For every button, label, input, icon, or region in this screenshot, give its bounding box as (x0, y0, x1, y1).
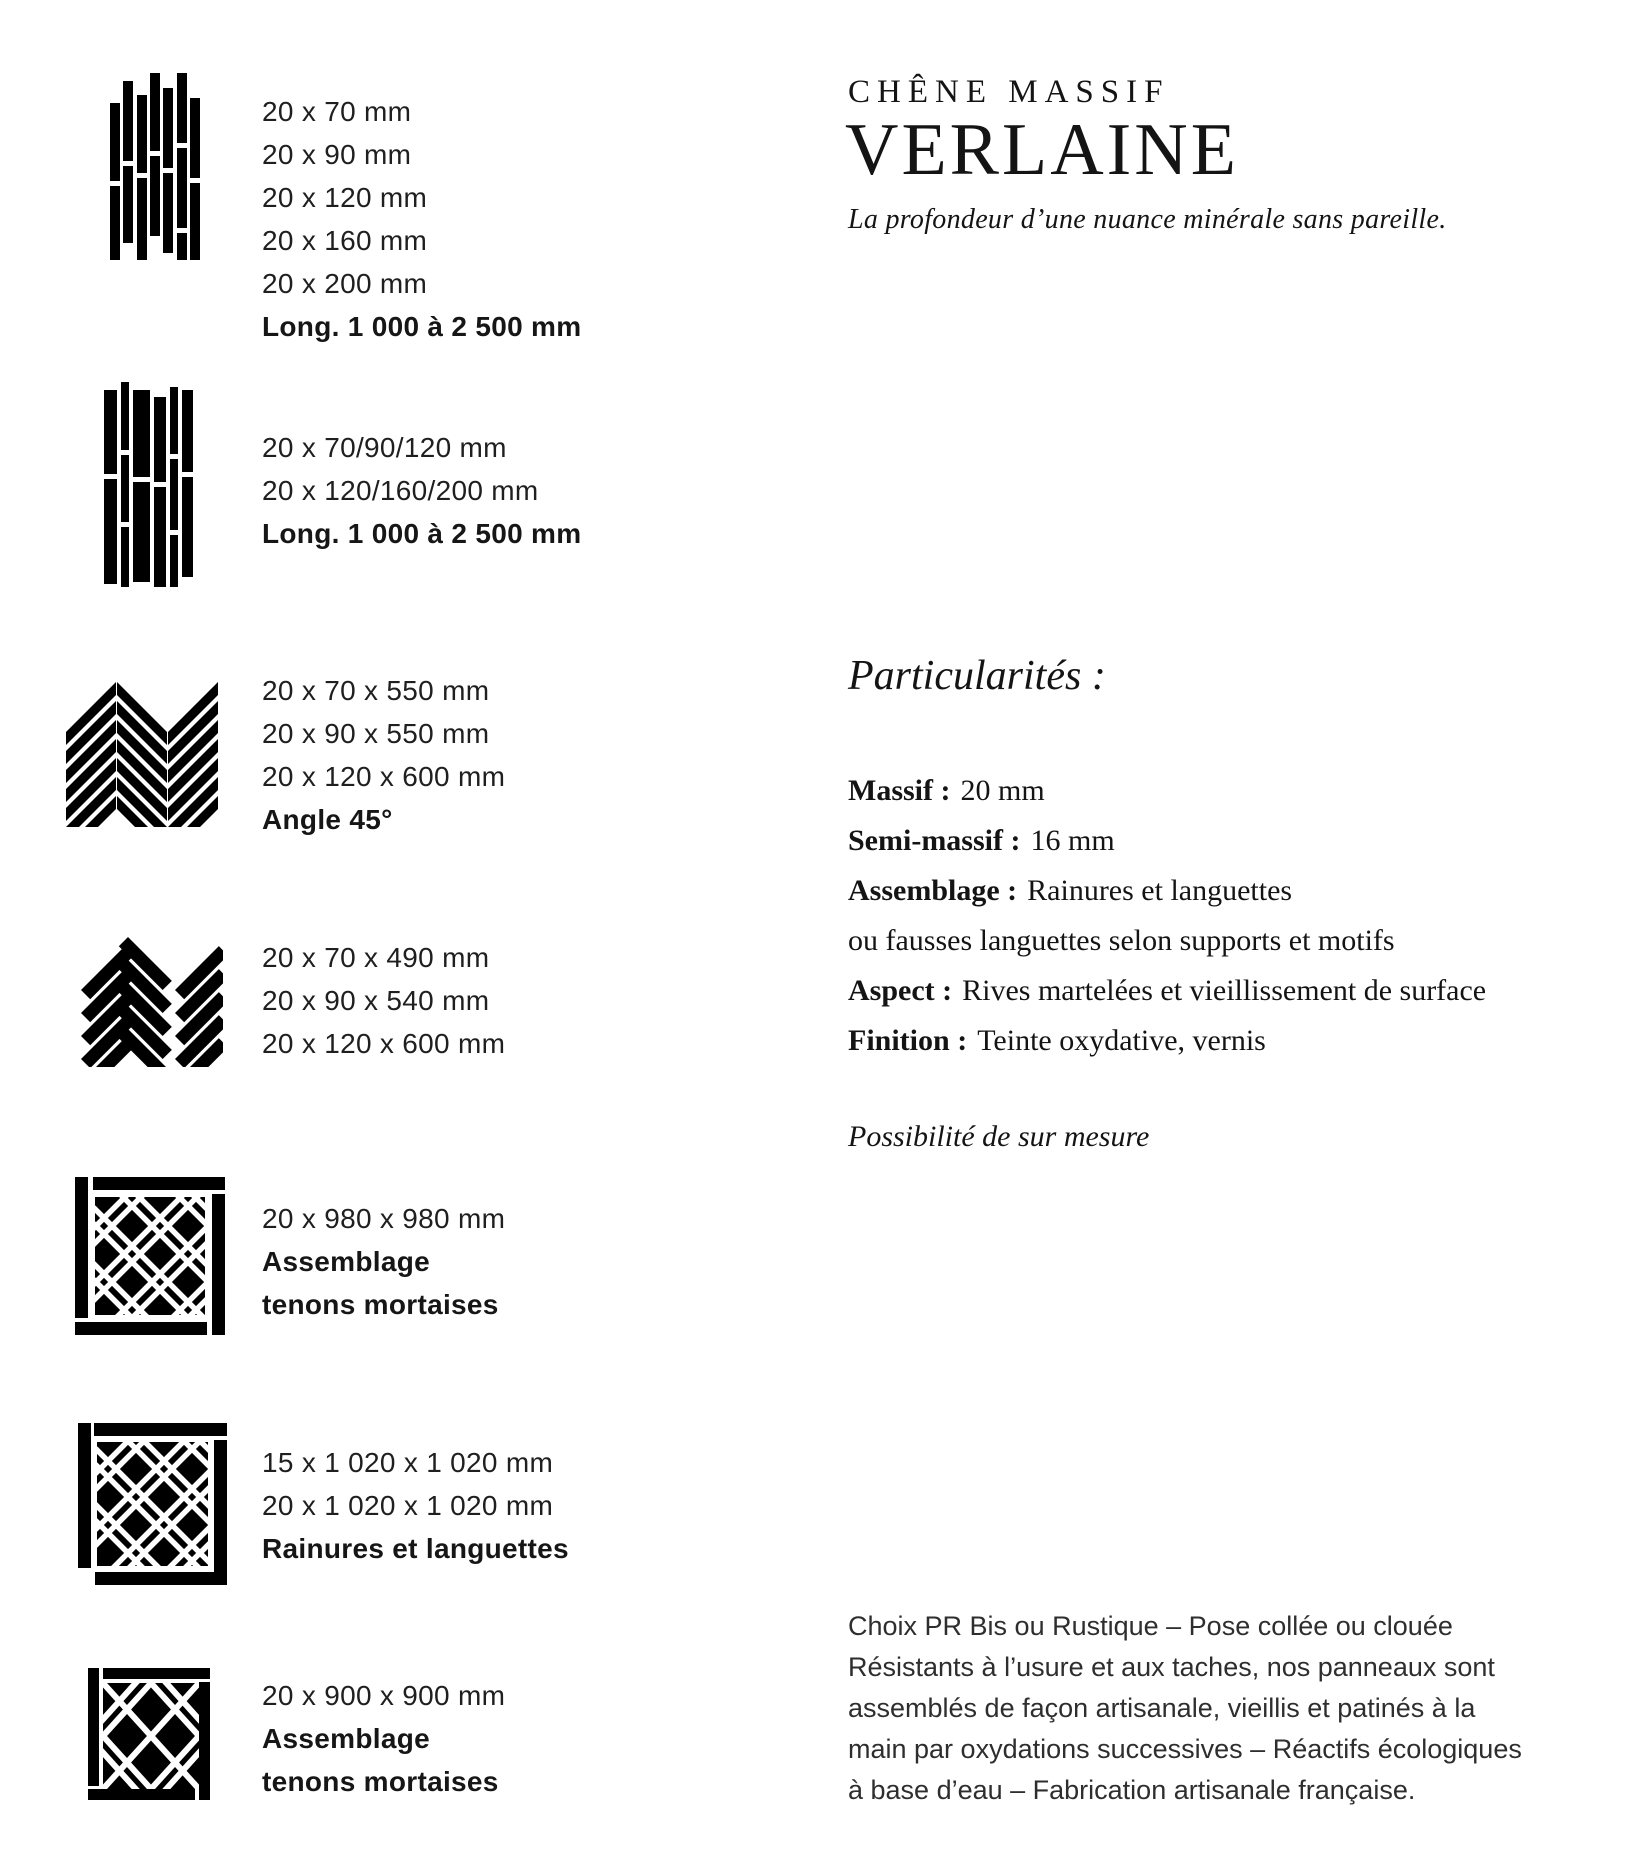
format-note: Long. 1 000 à 2 500 mm (262, 518, 582, 549)
format-specs (262, 1441, 569, 1570)
format-note: Rainures et languettes (262, 1533, 569, 1564)
detail-label: Assemblage : (848, 874, 1018, 907)
detail-line (848, 1016, 1638, 1066)
detail-line (848, 866, 1638, 916)
herringbone-parquet-icon (80, 932, 223, 1067)
detail-label: Aspect : (848, 974, 953, 1007)
basketweave-panel-icon (75, 1177, 225, 1335)
dimension-line: 20 x 90 x 550 mm (262, 718, 490, 749)
dimension-line: 20 x 120 x 600 mm (262, 761, 506, 792)
detail-value: 20 mm (960, 774, 1045, 807)
particularites-list (848, 766, 1638, 1066)
dimension-line: 20 x 1 020 x 1 020 mm (262, 1490, 554, 1521)
diamond-panel-icon (88, 1668, 210, 1800)
dimension-line: 20 x 200 mm (262, 268, 428, 299)
dimension-line: 15 x 1 020 x 1 020 mm (262, 1447, 554, 1478)
dimension-line: 20 x 120 mm (262, 182, 428, 213)
format-specs (262, 669, 505, 841)
description-line: main par oxydations successives – Réactifs écologiques (848, 1734, 1522, 1764)
detail-line (848, 816, 1638, 866)
particularites-heading: Particularités : (848, 653, 1106, 699)
detail-value: 16 mm (1030, 824, 1115, 857)
chevron-parquet-icon (66, 682, 218, 827)
dimension-line: 20 x 70/90/120 mm (262, 432, 507, 463)
mixed-width-planks-icon (104, 382, 193, 587)
detail-line (848, 966, 1638, 1016)
dimension-line: 20 x 980 x 980 mm (262, 1203, 506, 1234)
description-line: Résistants à l’usure et aux taches, nos panneaux sont (848, 1652, 1495, 1682)
dimension-line: 20 x 900 x 900 mm (262, 1680, 506, 1711)
format-specs (262, 936, 505, 1065)
detail-line (848, 916, 1638, 966)
dimension-line: 20 x 70 mm (262, 96, 412, 127)
format-note: tenons mortaises (262, 1289, 499, 1320)
format-note: Angle 45° (262, 804, 393, 835)
dimension-line: 20 x 160 mm (262, 225, 428, 256)
dimension-line: 20 x 70 x 490 mm (262, 942, 490, 973)
detail-value: Teinte oxydative, vernis (977, 1024, 1266, 1057)
format-note: Assemblage (262, 1246, 430, 1277)
format-note: tenons mortaises (262, 1766, 499, 1797)
format-specs (262, 1674, 505, 1803)
mosaic-planks-icon (110, 73, 200, 260)
detail-value: ou fausses languettes selon supports et motifs (848, 924, 1395, 957)
format-note: Assemblage (262, 1723, 430, 1754)
detail-value: Rainures et languettes (1027, 874, 1293, 907)
product-tagline: La profondeur d’une nuance minérale sans pareille. (848, 204, 1447, 236)
detail-line (848, 766, 1638, 816)
product-header (845, 74, 1447, 236)
collection-label: CHÊNE MASSIF (848, 74, 1170, 110)
format-specs (262, 426, 581, 555)
dimension-line: 20 x 120 x 600 mm (262, 1028, 506, 1059)
dimension-line: 20 x 120/160/200 mm (262, 475, 539, 506)
product-description (848, 1606, 1638, 1811)
detail-label: Semi-massif : (848, 824, 1021, 857)
dimension-line: 20 x 70 x 550 mm (262, 675, 490, 706)
format-note: Long. 1 000 à 2 500 mm (262, 311, 582, 342)
dimension-line: 20 x 90 x 540 mm (262, 985, 490, 1016)
description-line: à base d’eau – Fabrication artisanale française. (848, 1775, 1416, 1805)
dimension-line: 20 x 90 mm (262, 139, 412, 170)
format-specs (262, 90, 581, 348)
description-line: assemblés de façon artisanale, vieillis et patinés à la (848, 1693, 1476, 1723)
format-specs (262, 1197, 505, 1326)
detail-label: Massif : (848, 774, 951, 807)
detail-value: Rives martelées et vieillissement de surface (962, 974, 1487, 1007)
product-name: VERLAINE (845, 109, 1239, 191)
basketweave-panel-icon (78, 1423, 227, 1585)
detail-label: Finition : (848, 1024, 968, 1057)
description-line: Choix PR Bis ou Rustique – Pose collée ou clouée (848, 1611, 1453, 1641)
custom-size-note: Possibilité de sur mesure (848, 1120, 1150, 1153)
